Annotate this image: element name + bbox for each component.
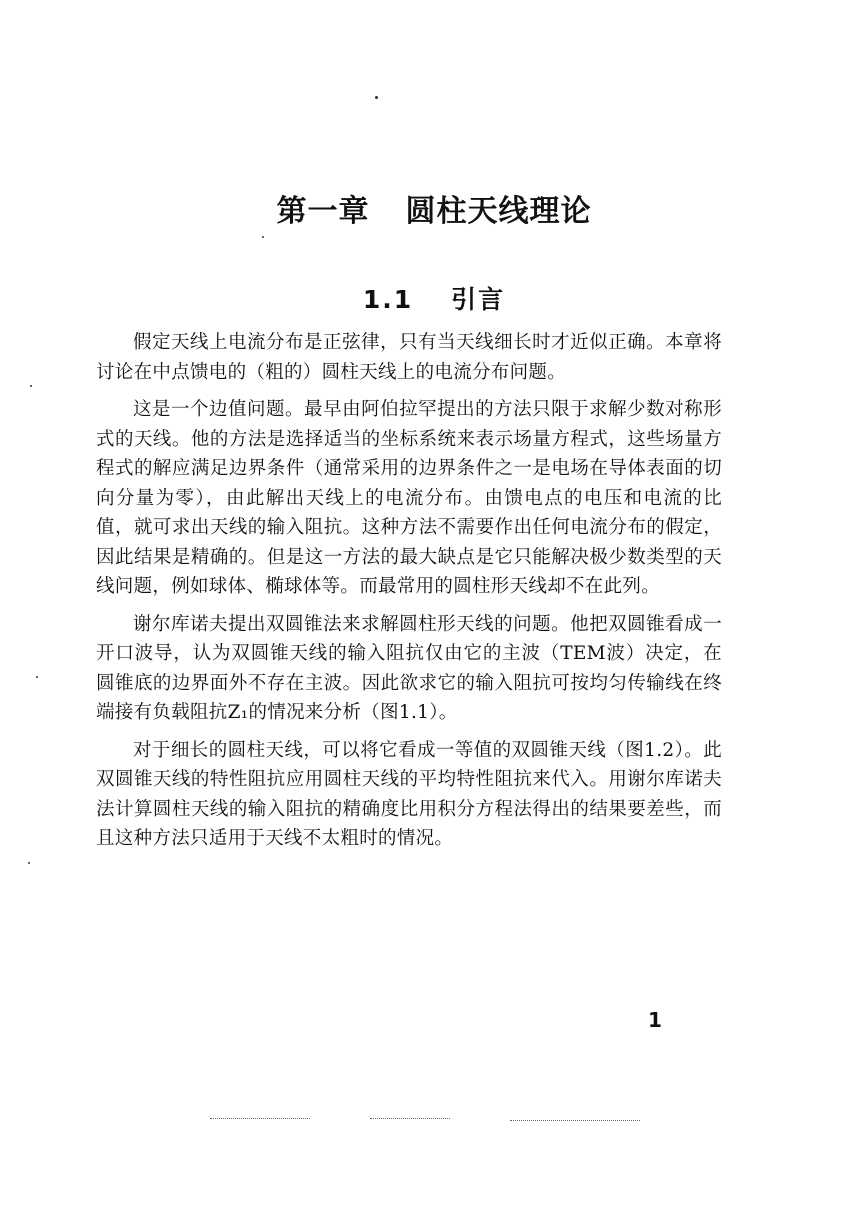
- paragraph: 谢尔库诺夫提出双圆锥法来求解圆柱形天线的问题。他把双圆锥看成一开口波导，认为双圆锥天线的输入阻抗仅由它的主波（TEM波）决定，在圆锥底的边界面外不存在主波。因此欲求它的输入阻抗可按均匀传输线在终端接有负载阻抗Z₁的情况来分析（图1.1）。: [96, 613, 722, 723]
- scan-speck: [28, 862, 30, 864]
- paragraph: 对于细长的圆柱天线，可以将它看成一等值的双圆锥天线（图1.2）。此双圆锥天线的特性阻抗应用圆柱天线的平均特性阻抗来代入。用谢尔库诺夫法计算圆柱天线的输入阻抗的精确度比用积分方程法得出的结果要差些，而且这种方法只适用于天线不太粗时的情况。: [96, 739, 722, 849]
- chapter-name: 圆柱天线理论: [405, 194, 592, 229]
- paragraph: 这是一个边值问题。最早由阿伯拉罕提出的方法只限于求解少数对称形式的天线。他的方法是选择适当的坐标系统来表示场量方程式，这些场量方程式的解应满足边界条件（通常采用的边界条件之一是电场在导体表面的切向分量为零），由此解出天线上的电流分布。由馈电点的电压和电流的比值，就可求出天线的输入阻抗。这种方法不需要作出任何电流分布的假定，因此结果是精确的。但是这一方法的最大缺点是它只能解决极少数类型的天线问题，例如球体、椭球体等。而最常用的圆柱形天线却不在此列。: [96, 399, 722, 597]
- scan-speck: [30, 385, 32, 387]
- paragraph: 假定天线上电流分布是正弦律，只有当天线细长时才近似正确。本章将讨论在中点馈电的（粗的）圆柱天线上的电流分布问题。: [96, 332, 722, 383]
- section-title: [0, 280, 868, 316]
- section-number: 1.1: [362, 285, 414, 314]
- scan-artifact: [210, 1118, 310, 1120]
- scan-speck: [36, 676, 38, 678]
- scan-artifact: [510, 1120, 640, 1122]
- page-number: 1: [648, 1008, 662, 1032]
- chapter-label: 第一章: [276, 194, 370, 229]
- body-text: [96, 328, 722, 854]
- section-name: 引言: [451, 285, 506, 314]
- scan-speck: [262, 236, 264, 238]
- scan-artifact: [370, 1118, 450, 1120]
- chapter-title: [0, 186, 868, 230]
- scan-speck: [375, 96, 378, 99]
